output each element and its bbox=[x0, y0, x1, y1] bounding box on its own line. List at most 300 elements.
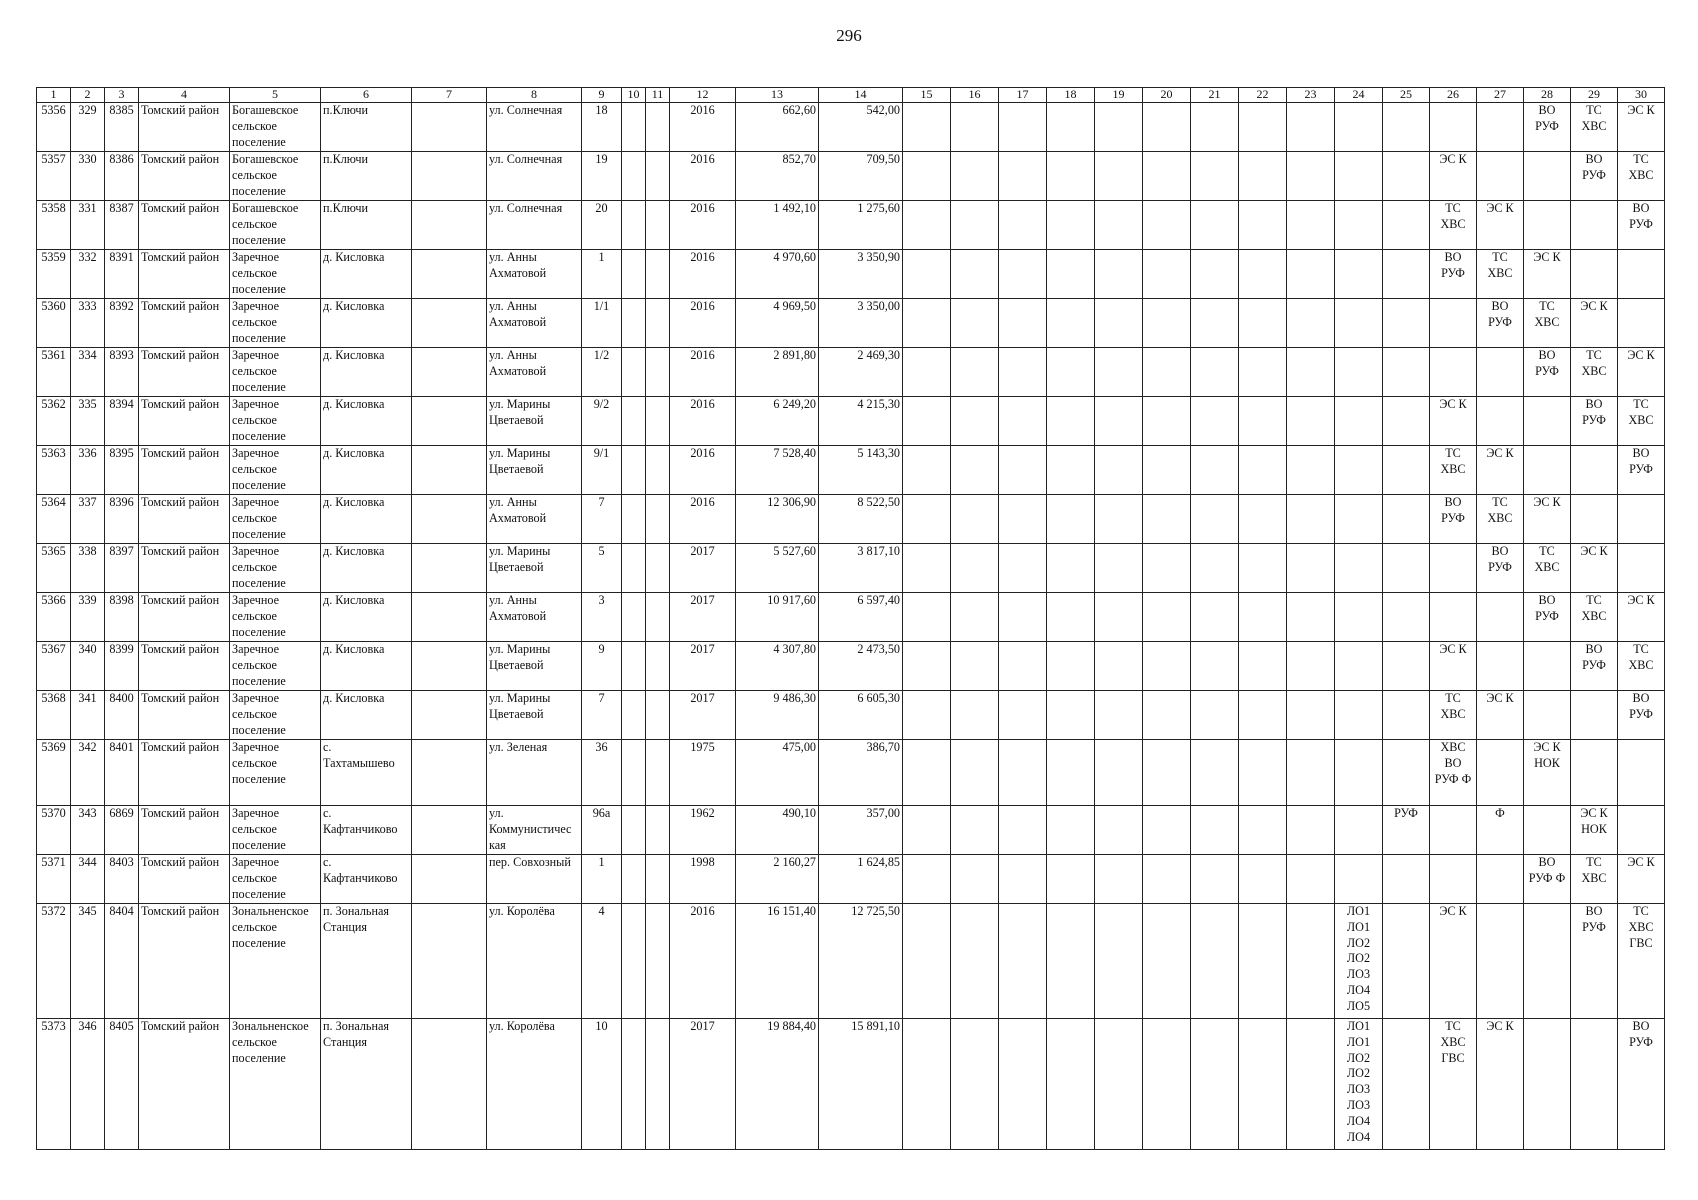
cell-col-16 bbox=[951, 691, 999, 740]
cell-col-6: д. Кисловка bbox=[321, 299, 412, 348]
cell-col-16 bbox=[951, 740, 999, 806]
cell-col-9: 1 bbox=[582, 250, 622, 299]
cell-col-2: 340 bbox=[71, 642, 105, 691]
cell-col-3: 8386 bbox=[105, 152, 139, 201]
cell-col-23 bbox=[1287, 446, 1335, 495]
cell-col-11 bbox=[646, 152, 670, 201]
cell-col-26: ВО РУФ bbox=[1430, 495, 1477, 544]
cell-col-30: ТС ХВС bbox=[1618, 642, 1665, 691]
cell-col-2: 330 bbox=[71, 152, 105, 201]
cell-col-8: ул. Анны Ахматовой bbox=[487, 299, 582, 348]
cell-col-10 bbox=[622, 397, 646, 446]
cell-col-13: 852,70 bbox=[736, 152, 819, 201]
cell-col-4: Томский район bbox=[139, 397, 230, 446]
cell-col-16 bbox=[951, 250, 999, 299]
cell-col-23 bbox=[1287, 495, 1335, 544]
cell-col-8: пер. Совхозный bbox=[487, 855, 582, 904]
cell-col-17 bbox=[999, 446, 1047, 495]
cell-col-14: 1 275,60 bbox=[819, 201, 903, 250]
column-header-26: 26 bbox=[1430, 88, 1477, 103]
table-row bbox=[37, 691, 1665, 740]
cell-col-12: 2016 bbox=[670, 152, 736, 201]
cell-col-9: 20 bbox=[582, 201, 622, 250]
cell-col-19 bbox=[1095, 904, 1143, 1019]
cell-col-9: 3 bbox=[582, 593, 622, 642]
cell-col-26 bbox=[1430, 299, 1477, 348]
cell-col-17 bbox=[999, 593, 1047, 642]
cell-col-16 bbox=[951, 446, 999, 495]
cell-col-23 bbox=[1287, 348, 1335, 397]
cell-col-15 bbox=[903, 1019, 951, 1150]
cell-col-24 bbox=[1335, 446, 1383, 495]
cell-col-24 bbox=[1335, 642, 1383, 691]
cell-col-21 bbox=[1191, 593, 1239, 642]
cell-col-1: 5357 bbox=[37, 152, 71, 201]
cell-col-17 bbox=[999, 103, 1047, 152]
cell-col-5: Заречное сельское поселение bbox=[230, 691, 321, 740]
cell-col-18 bbox=[1047, 642, 1095, 691]
cell-col-13: 4 970,60 bbox=[736, 250, 819, 299]
cell-col-14: 542,00 bbox=[819, 103, 903, 152]
cell-col-28 bbox=[1524, 1019, 1571, 1150]
cell-col-16 bbox=[951, 855, 999, 904]
cell-col-8: ул. Марины Цветаевой bbox=[487, 544, 582, 593]
table-row bbox=[37, 201, 1665, 250]
cell-col-4: Томский район bbox=[139, 593, 230, 642]
cell-col-9: 7 bbox=[582, 495, 622, 544]
cell-col-5: Заречное сельское поселение bbox=[230, 299, 321, 348]
cell-col-9: 1/2 bbox=[582, 348, 622, 397]
cell-col-11 bbox=[646, 642, 670, 691]
cell-col-25 bbox=[1383, 855, 1430, 904]
cell-col-4: Томский район bbox=[139, 806, 230, 855]
cell-col-1: 5369 bbox=[37, 740, 71, 806]
cell-col-25 bbox=[1383, 544, 1430, 593]
cell-col-26 bbox=[1430, 806, 1477, 855]
cell-col-2: 344 bbox=[71, 855, 105, 904]
cell-col-11 bbox=[646, 691, 670, 740]
cell-col-29 bbox=[1571, 201, 1618, 250]
cell-col-28 bbox=[1524, 806, 1571, 855]
cell-col-11 bbox=[646, 855, 670, 904]
cell-col-30 bbox=[1618, 495, 1665, 544]
cell-col-20 bbox=[1143, 642, 1191, 691]
cell-col-21 bbox=[1191, 544, 1239, 593]
cell-col-7 bbox=[412, 397, 487, 446]
cell-col-7 bbox=[412, 250, 487, 299]
cell-col-30 bbox=[1618, 740, 1665, 806]
cell-col-29: ТС ХВС bbox=[1571, 593, 1618, 642]
cell-col-1: 5361 bbox=[37, 348, 71, 397]
cell-col-10 bbox=[622, 544, 646, 593]
cell-col-8: ул. Королёва bbox=[487, 1019, 582, 1150]
cell-col-12: 2016 bbox=[670, 495, 736, 544]
cell-col-7 bbox=[412, 495, 487, 544]
cell-col-27: ЭС К bbox=[1477, 446, 1524, 495]
cell-col-25 bbox=[1383, 201, 1430, 250]
cell-col-4: Томский район bbox=[139, 740, 230, 806]
cell-col-11 bbox=[646, 740, 670, 806]
cell-col-23 bbox=[1287, 593, 1335, 642]
cell-col-12: 2016 bbox=[670, 299, 736, 348]
cell-col-25 bbox=[1383, 446, 1430, 495]
cell-col-12: 2016 bbox=[670, 397, 736, 446]
cell-col-14: 6 605,30 bbox=[819, 691, 903, 740]
cell-col-8: ул. Королёва bbox=[487, 904, 582, 1019]
cell-col-24 bbox=[1335, 855, 1383, 904]
cell-col-27 bbox=[1477, 740, 1524, 806]
cell-col-16 bbox=[951, 593, 999, 642]
cell-col-24 bbox=[1335, 495, 1383, 544]
cell-col-11 bbox=[646, 806, 670, 855]
cell-col-1: 5371 bbox=[37, 855, 71, 904]
cell-col-2: 341 bbox=[71, 691, 105, 740]
column-header-17: 17 bbox=[999, 88, 1047, 103]
register-table bbox=[36, 87, 1665, 1150]
cell-col-10 bbox=[622, 740, 646, 806]
cell-col-20 bbox=[1143, 201, 1191, 250]
table-row bbox=[37, 152, 1665, 201]
cell-col-10 bbox=[622, 593, 646, 642]
cell-col-20 bbox=[1143, 740, 1191, 806]
cell-col-27: ВО РУФ bbox=[1477, 299, 1524, 348]
column-header-16: 16 bbox=[951, 88, 999, 103]
cell-col-1: 5370 bbox=[37, 806, 71, 855]
column-header-4: 4 bbox=[139, 88, 230, 103]
cell-col-6: д. Кисловка bbox=[321, 446, 412, 495]
cell-col-21 bbox=[1191, 446, 1239, 495]
cell-col-27 bbox=[1477, 855, 1524, 904]
cell-col-5: Богашевское сельское поселение bbox=[230, 152, 321, 201]
cell-col-4: Томский район bbox=[139, 495, 230, 544]
cell-col-23 bbox=[1287, 642, 1335, 691]
cell-col-14: 709,50 bbox=[819, 152, 903, 201]
cell-col-24 bbox=[1335, 250, 1383, 299]
cell-col-24: ЛО1 ЛО1 ЛО2 ЛО2 ЛО3 ЛО4 ЛО5 bbox=[1335, 904, 1383, 1019]
cell-col-11 bbox=[646, 1019, 670, 1150]
cell-col-12: 2016 bbox=[670, 446, 736, 495]
cell-col-13: 490,10 bbox=[736, 806, 819, 855]
cell-col-28: ВО РУФ bbox=[1524, 593, 1571, 642]
cell-col-10 bbox=[622, 299, 646, 348]
page-number: 296 bbox=[836, 26, 862, 45]
cell-col-16 bbox=[951, 904, 999, 1019]
cell-col-25 bbox=[1383, 348, 1430, 397]
table-row bbox=[37, 446, 1665, 495]
cell-col-13: 6 249,20 bbox=[736, 397, 819, 446]
cell-col-4: Томский район bbox=[139, 152, 230, 201]
cell-col-10 bbox=[622, 691, 646, 740]
cell-col-3: 6869 bbox=[105, 806, 139, 855]
cell-col-5: Заречное сельское поселение bbox=[230, 806, 321, 855]
cell-col-4: Томский район bbox=[139, 855, 230, 904]
cell-col-29: ТС ХВС bbox=[1571, 103, 1618, 152]
cell-col-23 bbox=[1287, 691, 1335, 740]
cell-col-29 bbox=[1571, 250, 1618, 299]
cell-col-1: 5360 bbox=[37, 299, 71, 348]
cell-col-17 bbox=[999, 250, 1047, 299]
table-row bbox=[37, 544, 1665, 593]
cell-col-13: 2 891,80 bbox=[736, 348, 819, 397]
cell-col-6: с. Кафтанчиково bbox=[321, 806, 412, 855]
cell-col-14: 2 473,50 bbox=[819, 642, 903, 691]
cell-col-11 bbox=[646, 103, 670, 152]
cell-col-18 bbox=[1047, 397, 1095, 446]
cell-col-29: ВО РУФ bbox=[1571, 152, 1618, 201]
cell-col-18 bbox=[1047, 446, 1095, 495]
cell-col-11 bbox=[646, 495, 670, 544]
table-row bbox=[37, 299, 1665, 348]
cell-col-13: 662,60 bbox=[736, 103, 819, 152]
cell-col-13: 4 307,80 bbox=[736, 642, 819, 691]
cell-col-30: ВО РУФ bbox=[1618, 1019, 1665, 1150]
cell-col-9: 96а bbox=[582, 806, 622, 855]
cell-col-17 bbox=[999, 299, 1047, 348]
cell-col-11 bbox=[646, 397, 670, 446]
cell-col-30: ВО РУФ bbox=[1618, 446, 1665, 495]
cell-col-22 bbox=[1239, 740, 1287, 806]
cell-col-6: д. Кисловка bbox=[321, 691, 412, 740]
column-header-1: 1 bbox=[37, 88, 71, 103]
cell-col-6: п.Ключи bbox=[321, 103, 412, 152]
cell-col-3: 8387 bbox=[105, 201, 139, 250]
cell-col-2: 334 bbox=[71, 348, 105, 397]
cell-col-26: ЭС К bbox=[1430, 152, 1477, 201]
cell-col-23 bbox=[1287, 740, 1335, 806]
cell-col-2: 336 bbox=[71, 446, 105, 495]
cell-col-27: ВО РУФ bbox=[1477, 544, 1524, 593]
cell-col-1: 5364 bbox=[37, 495, 71, 544]
cell-col-13: 12 306,90 bbox=[736, 495, 819, 544]
cell-col-27: Ф bbox=[1477, 806, 1524, 855]
cell-col-24 bbox=[1335, 740, 1383, 806]
cell-col-3: 8401 bbox=[105, 740, 139, 806]
cell-col-26: ЭС К bbox=[1430, 397, 1477, 446]
cell-col-20 bbox=[1143, 397, 1191, 446]
cell-col-1: 5358 bbox=[37, 201, 71, 250]
cell-col-15 bbox=[903, 544, 951, 593]
cell-col-3: 8400 bbox=[105, 691, 139, 740]
table-row bbox=[37, 642, 1665, 691]
cell-col-3: 8399 bbox=[105, 642, 139, 691]
column-header-12: 12 bbox=[670, 88, 736, 103]
column-header-11: 11 bbox=[646, 88, 670, 103]
cell-col-9: 9 bbox=[582, 642, 622, 691]
cell-col-15 bbox=[903, 348, 951, 397]
cell-col-27 bbox=[1477, 904, 1524, 1019]
cell-col-17 bbox=[999, 642, 1047, 691]
table-row bbox=[37, 740, 1665, 806]
cell-col-13: 9 486,30 bbox=[736, 691, 819, 740]
cell-col-1: 5368 bbox=[37, 691, 71, 740]
cell-col-4: Томский район bbox=[139, 642, 230, 691]
cell-col-10 bbox=[622, 1019, 646, 1150]
cell-col-6: д. Кисловка bbox=[321, 593, 412, 642]
cell-col-2: 332 bbox=[71, 250, 105, 299]
cell-col-9: 7 bbox=[582, 691, 622, 740]
cell-col-1: 5373 bbox=[37, 1019, 71, 1150]
cell-col-5: Заречное сельское поселение bbox=[230, 642, 321, 691]
cell-col-3: 8403 bbox=[105, 855, 139, 904]
cell-col-14: 3 817,10 bbox=[819, 544, 903, 593]
cell-col-26: ЭС К bbox=[1430, 642, 1477, 691]
column-header-20: 20 bbox=[1143, 88, 1191, 103]
cell-col-25 bbox=[1383, 1019, 1430, 1150]
cell-col-3: 8397 bbox=[105, 544, 139, 593]
cell-col-27: ЭС К bbox=[1477, 691, 1524, 740]
column-header-6: 6 bbox=[321, 88, 412, 103]
cell-col-20 bbox=[1143, 544, 1191, 593]
cell-col-25 bbox=[1383, 299, 1430, 348]
cell-col-15 bbox=[903, 201, 951, 250]
cell-col-23 bbox=[1287, 806, 1335, 855]
column-header-14: 14 bbox=[819, 88, 903, 103]
cell-col-5: Богашевское сельское поселение bbox=[230, 201, 321, 250]
cell-col-25 bbox=[1383, 593, 1430, 642]
cell-col-14: 357,00 bbox=[819, 806, 903, 855]
cell-col-22 bbox=[1239, 250, 1287, 299]
cell-col-11 bbox=[646, 348, 670, 397]
cell-col-19 bbox=[1095, 446, 1143, 495]
cell-col-5: Богашевское сельское поселение bbox=[230, 103, 321, 152]
cell-col-14: 5 143,30 bbox=[819, 446, 903, 495]
cell-col-23 bbox=[1287, 1019, 1335, 1150]
cell-col-13: 2 160,27 bbox=[736, 855, 819, 904]
cell-col-5: Заречное сельское поселение bbox=[230, 544, 321, 593]
cell-col-13: 1 492,10 bbox=[736, 201, 819, 250]
cell-col-21 bbox=[1191, 152, 1239, 201]
cell-col-8: ул. Анны Ахматовой bbox=[487, 348, 582, 397]
cell-col-18 bbox=[1047, 691, 1095, 740]
cell-col-12: 1998 bbox=[670, 855, 736, 904]
cell-col-5: Зональненское сельское поселение bbox=[230, 1019, 321, 1150]
cell-col-14: 3 350,90 bbox=[819, 250, 903, 299]
cell-col-17 bbox=[999, 806, 1047, 855]
cell-col-20 bbox=[1143, 348, 1191, 397]
cell-col-1: 5356 bbox=[37, 103, 71, 152]
cell-col-19 bbox=[1095, 740, 1143, 806]
column-header-8: 8 bbox=[487, 88, 582, 103]
cell-col-10 bbox=[622, 642, 646, 691]
cell-col-6: п.Ключи bbox=[321, 152, 412, 201]
cell-col-13: 7 528,40 bbox=[736, 446, 819, 495]
cell-col-17 bbox=[999, 201, 1047, 250]
table-row bbox=[37, 904, 1665, 1019]
column-header-13: 13 bbox=[736, 88, 819, 103]
table-row bbox=[37, 806, 1665, 855]
cell-col-12: 2016 bbox=[670, 348, 736, 397]
cell-col-16 bbox=[951, 544, 999, 593]
cell-col-25 bbox=[1383, 740, 1430, 806]
cell-col-29 bbox=[1571, 740, 1618, 806]
cell-col-30: ЭС К bbox=[1618, 855, 1665, 904]
cell-col-2: 346 bbox=[71, 1019, 105, 1150]
cell-col-21 bbox=[1191, 397, 1239, 446]
cell-col-8: ул. Марины Цветаевой bbox=[487, 691, 582, 740]
cell-col-21 bbox=[1191, 740, 1239, 806]
cell-col-13: 5 527,60 bbox=[736, 544, 819, 593]
cell-col-15 bbox=[903, 806, 951, 855]
cell-col-19 bbox=[1095, 201, 1143, 250]
cell-col-3: 8393 bbox=[105, 348, 139, 397]
cell-col-22 bbox=[1239, 904, 1287, 1019]
cell-col-22 bbox=[1239, 855, 1287, 904]
cell-col-14: 8 522,50 bbox=[819, 495, 903, 544]
table-row bbox=[37, 495, 1665, 544]
cell-col-6: д. Кисловка bbox=[321, 397, 412, 446]
cell-col-23 bbox=[1287, 397, 1335, 446]
cell-col-24 bbox=[1335, 348, 1383, 397]
cell-col-23 bbox=[1287, 855, 1335, 904]
cell-col-21 bbox=[1191, 642, 1239, 691]
cell-col-8: ул. Марины Цветаевой bbox=[487, 397, 582, 446]
cell-col-17 bbox=[999, 904, 1047, 1019]
cell-col-28 bbox=[1524, 201, 1571, 250]
cell-col-3: 8404 bbox=[105, 904, 139, 1019]
cell-col-4: Томский район bbox=[139, 904, 230, 1019]
cell-col-23 bbox=[1287, 544, 1335, 593]
cell-col-25 bbox=[1383, 152, 1430, 201]
column-header-25: 25 bbox=[1383, 88, 1430, 103]
cell-col-29: ТС ХВС bbox=[1571, 348, 1618, 397]
cell-col-14: 12 725,50 bbox=[819, 904, 903, 1019]
column-header-21: 21 bbox=[1191, 88, 1239, 103]
cell-col-24: ЛО1 ЛО1 ЛО2 ЛО2 ЛО3 ЛО3 ЛО4 ЛО4 bbox=[1335, 1019, 1383, 1150]
cell-col-29 bbox=[1571, 1019, 1618, 1150]
cell-col-5: Заречное сельское поселение bbox=[230, 348, 321, 397]
cell-col-23 bbox=[1287, 103, 1335, 152]
cell-col-6: д. Кисловка bbox=[321, 642, 412, 691]
cell-col-29: ВО РУФ bbox=[1571, 904, 1618, 1019]
cell-col-6: д. Кисловка bbox=[321, 348, 412, 397]
cell-col-11 bbox=[646, 250, 670, 299]
cell-col-29: ЭС К НОК bbox=[1571, 806, 1618, 855]
cell-col-10 bbox=[622, 152, 646, 201]
column-header-22: 22 bbox=[1239, 88, 1287, 103]
cell-col-17 bbox=[999, 740, 1047, 806]
cell-col-19 bbox=[1095, 348, 1143, 397]
cell-col-17 bbox=[999, 397, 1047, 446]
cell-col-10 bbox=[622, 201, 646, 250]
column-header-27: 27 bbox=[1477, 88, 1524, 103]
cell-col-25: РУФ bbox=[1383, 806, 1430, 855]
cell-col-22 bbox=[1239, 446, 1287, 495]
cell-col-28: ВО РУФ Ф bbox=[1524, 855, 1571, 904]
cell-col-2: 333 bbox=[71, 299, 105, 348]
cell-col-14: 3 350,00 bbox=[819, 299, 903, 348]
cell-col-28: ЭС К bbox=[1524, 250, 1571, 299]
cell-col-4: Томский район bbox=[139, 299, 230, 348]
cell-col-23 bbox=[1287, 250, 1335, 299]
cell-col-13: 475,00 bbox=[736, 740, 819, 806]
cell-col-24 bbox=[1335, 691, 1383, 740]
column-header-7: 7 bbox=[412, 88, 487, 103]
cell-col-4: Томский район bbox=[139, 348, 230, 397]
cell-col-18 bbox=[1047, 806, 1095, 855]
table-row bbox=[37, 103, 1665, 152]
cell-col-22 bbox=[1239, 544, 1287, 593]
cell-col-16 bbox=[951, 201, 999, 250]
cell-col-20 bbox=[1143, 495, 1191, 544]
table-body bbox=[37, 103, 1665, 1150]
cell-col-24 bbox=[1335, 152, 1383, 201]
cell-col-17 bbox=[999, 855, 1047, 904]
cell-col-30: ЭС К bbox=[1618, 103, 1665, 152]
cell-col-10 bbox=[622, 855, 646, 904]
cell-col-24 bbox=[1335, 544, 1383, 593]
cell-col-1: 5366 bbox=[37, 593, 71, 642]
cell-col-22 bbox=[1239, 642, 1287, 691]
